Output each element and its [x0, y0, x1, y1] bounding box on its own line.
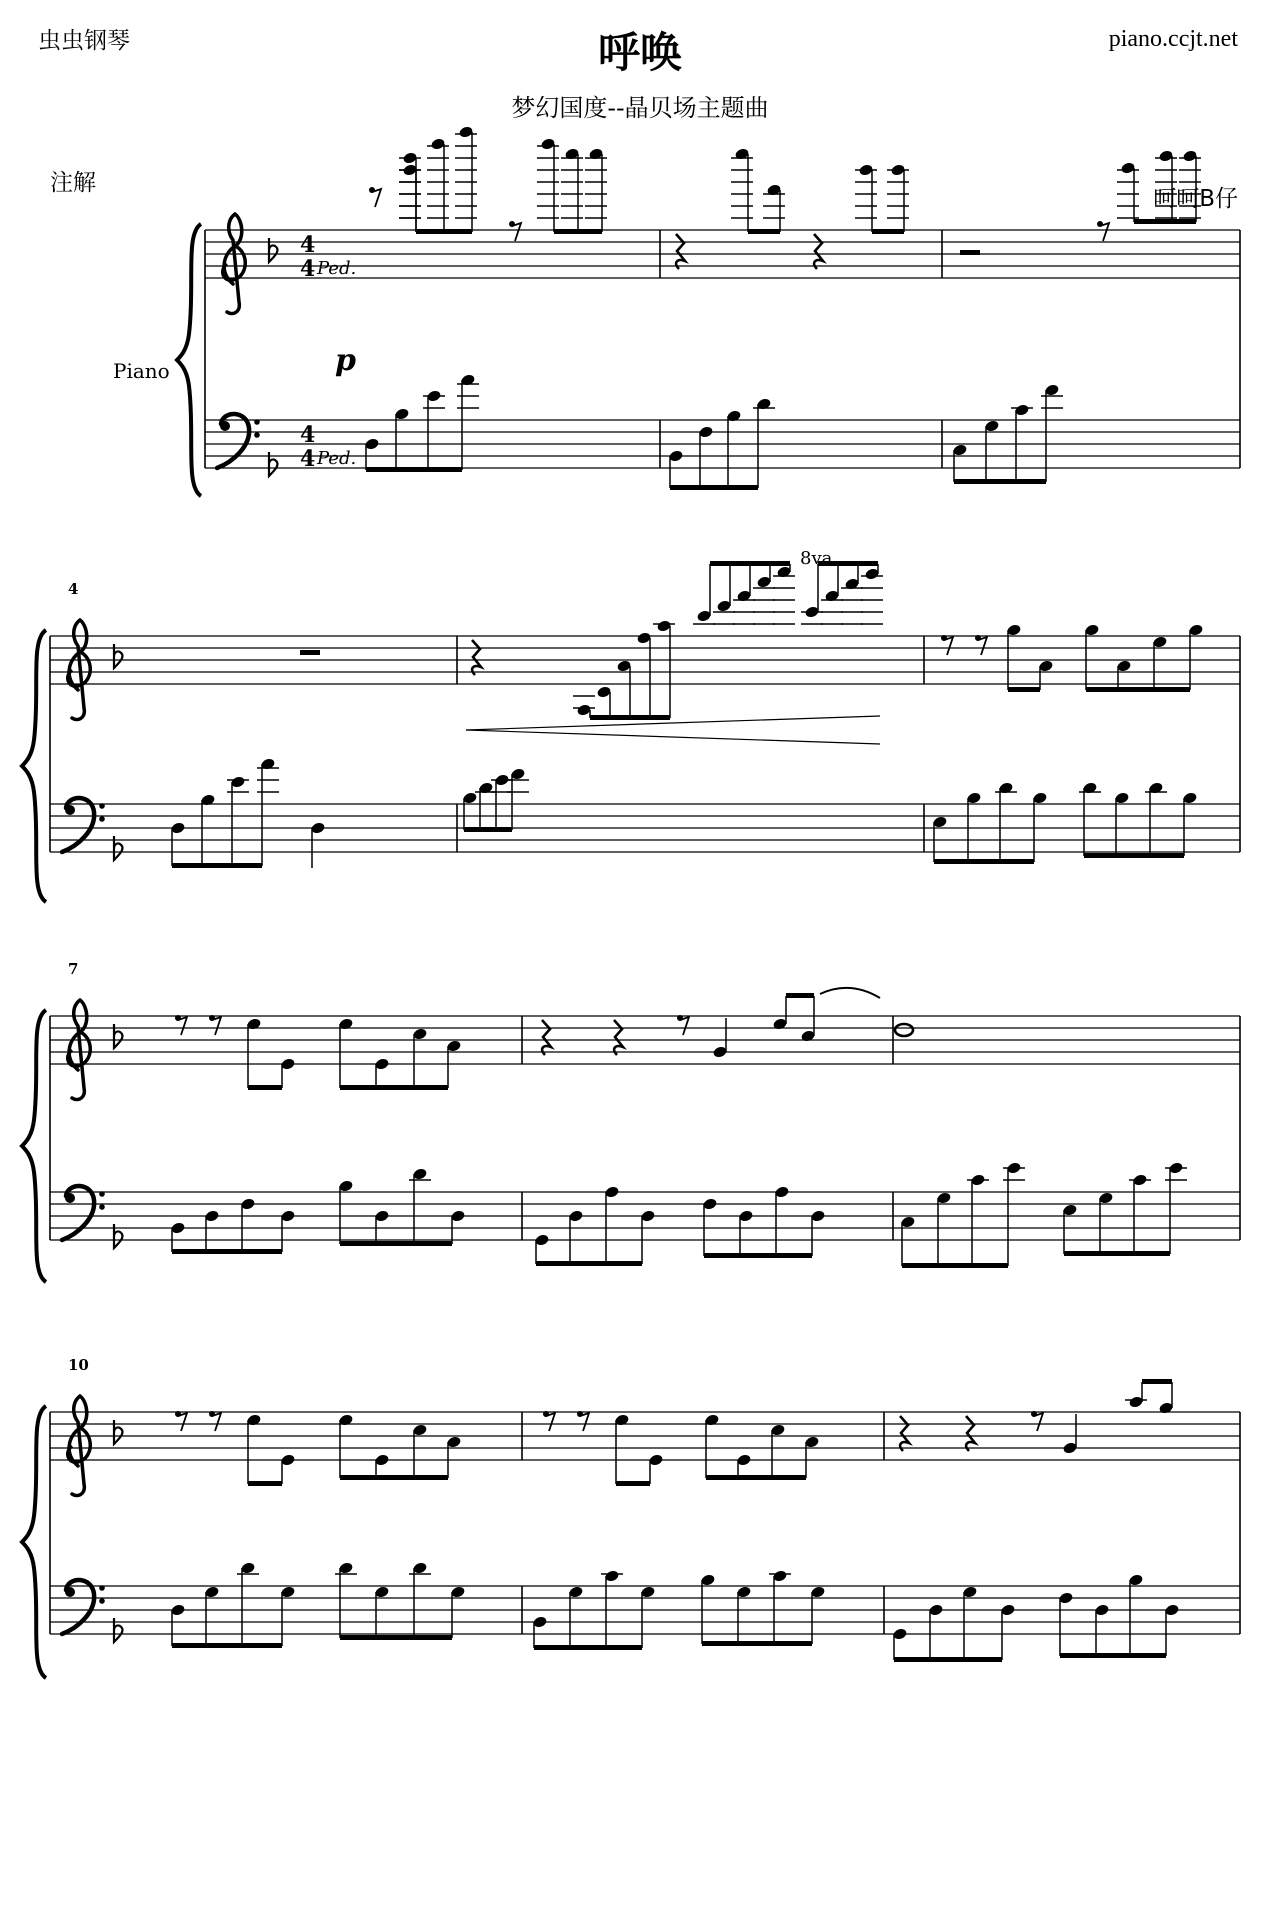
- treble-clef: [68, 1000, 91, 1100]
- note-beam: [748, 229, 780, 234]
- quarter-rest: [472, 640, 481, 675]
- note-beam: [590, 715, 670, 720]
- note-beam: [1142, 1379, 1172, 1384]
- quarter-rest: [676, 234, 685, 269]
- eighth-rest: [178, 1413, 187, 1431]
- treble-clef: [223, 214, 246, 314]
- note-beam: [1064, 1251, 1170, 1256]
- note-beam: [704, 1253, 812, 1258]
- note-beam: [902, 1263, 1008, 1268]
- note-beam: [248, 1085, 282, 1090]
- eighth-rest: [1100, 223, 1109, 241]
- grand-staff-brace: [22, 1406, 46, 1678]
- whole-note: [895, 1024, 913, 1036]
- piece-title: 呼唤: [597, 28, 682, 77]
- note-beam: [872, 229, 904, 234]
- note-label: 注解: [50, 170, 96, 196]
- eighth-rest: [178, 1017, 187, 1035]
- quarter-rest: [614, 1020, 623, 1055]
- note-beam: [1134, 219, 1196, 224]
- site-name: 虫虫钢琴: [38, 28, 130, 54]
- bass-clef: [62, 1580, 105, 1634]
- time-signature: 4: [300, 422, 316, 448]
- eighth-rest: [580, 1413, 589, 1431]
- bass-clef: [62, 798, 105, 852]
- tie: [820, 988, 880, 998]
- dynamic-mark: p: [335, 343, 356, 378]
- eighth-rest: [1034, 1413, 1043, 1431]
- quarter-rest: [900, 1416, 909, 1451]
- time-signature: 4: [300, 232, 316, 258]
- note-beam: [536, 1261, 642, 1266]
- treble-clef: [68, 620, 91, 720]
- eighth-rest: [212, 1413, 221, 1431]
- note-beam: [954, 479, 1046, 484]
- eighth-rest: [212, 1017, 221, 1035]
- pedal-mark: Ped.: [317, 258, 357, 279]
- quarter-rest: [814, 234, 823, 269]
- eighth-rest: [372, 189, 381, 207]
- note-beam: [340, 1241, 452, 1246]
- note-beam: [702, 1641, 812, 1646]
- measure-number: 7: [68, 960, 79, 978]
- note-beam: [340, 1475, 448, 1480]
- note-beam: [464, 827, 512, 832]
- eighth-rest: [680, 1017, 689, 1035]
- note-beam: [172, 1249, 282, 1254]
- note-beam: [894, 1657, 1002, 1662]
- eighth-rest: [978, 637, 987, 655]
- note-beam: [934, 859, 1034, 864]
- note-beam: [172, 1643, 282, 1648]
- arranger-name: 呵呵B仔: [1153, 186, 1238, 212]
- half-rest: [960, 250, 980, 255]
- pedal-mark: Ped.: [317, 448, 357, 469]
- treble-clef: [68, 1396, 91, 1496]
- measure-number: 4: [68, 580, 79, 598]
- ottava-mark: 8va: [800, 548, 833, 569]
- instrument-name: Piano: [113, 359, 170, 383]
- bass-clef: [217, 414, 260, 468]
- crescendo-hairpin: [466, 716, 880, 730]
- note-beam: [1008, 687, 1040, 692]
- note-beam: [1086, 687, 1190, 692]
- piece-subtitle: 梦幻国度--晶贝场主题曲: [511, 94, 769, 122]
- quarter-rest: [542, 1020, 551, 1055]
- note-beam: [616, 1481, 650, 1486]
- quarter-rest: [966, 1416, 975, 1451]
- note-beam: [1084, 853, 1184, 858]
- note-beam: [786, 993, 814, 998]
- note-beam: [670, 485, 758, 490]
- time-signature: 4: [300, 446, 316, 472]
- note-beam: [554, 229, 602, 234]
- grand-staff-brace: [177, 224, 201, 496]
- note-beam: [706, 1475, 806, 1480]
- site-url: piano.ccjt.net: [1108, 26, 1238, 52]
- note-beam: [340, 1085, 448, 1090]
- eighth-rest: [512, 223, 521, 241]
- eighth-rest: [944, 637, 953, 655]
- note-beam: [710, 561, 790, 566]
- half-rest: [300, 650, 320, 655]
- grand-staff-brace: [22, 1010, 46, 1282]
- note-beam: [534, 1645, 642, 1650]
- note-beam: [172, 863, 262, 868]
- note-beam: [1060, 1653, 1166, 1658]
- crescendo-hairpin: [466, 730, 880, 744]
- note-beam: [340, 1635, 452, 1640]
- time-signature: 4: [300, 256, 316, 282]
- note-beam: [248, 1481, 282, 1486]
- note-beam: [416, 229, 472, 234]
- note-beam: [366, 467, 462, 472]
- eighth-rest: [546, 1413, 555, 1431]
- grand-staff-brace: [22, 630, 46, 902]
- measure-number: 10: [68, 1356, 89, 1374]
- bass-clef: [62, 1186, 105, 1240]
